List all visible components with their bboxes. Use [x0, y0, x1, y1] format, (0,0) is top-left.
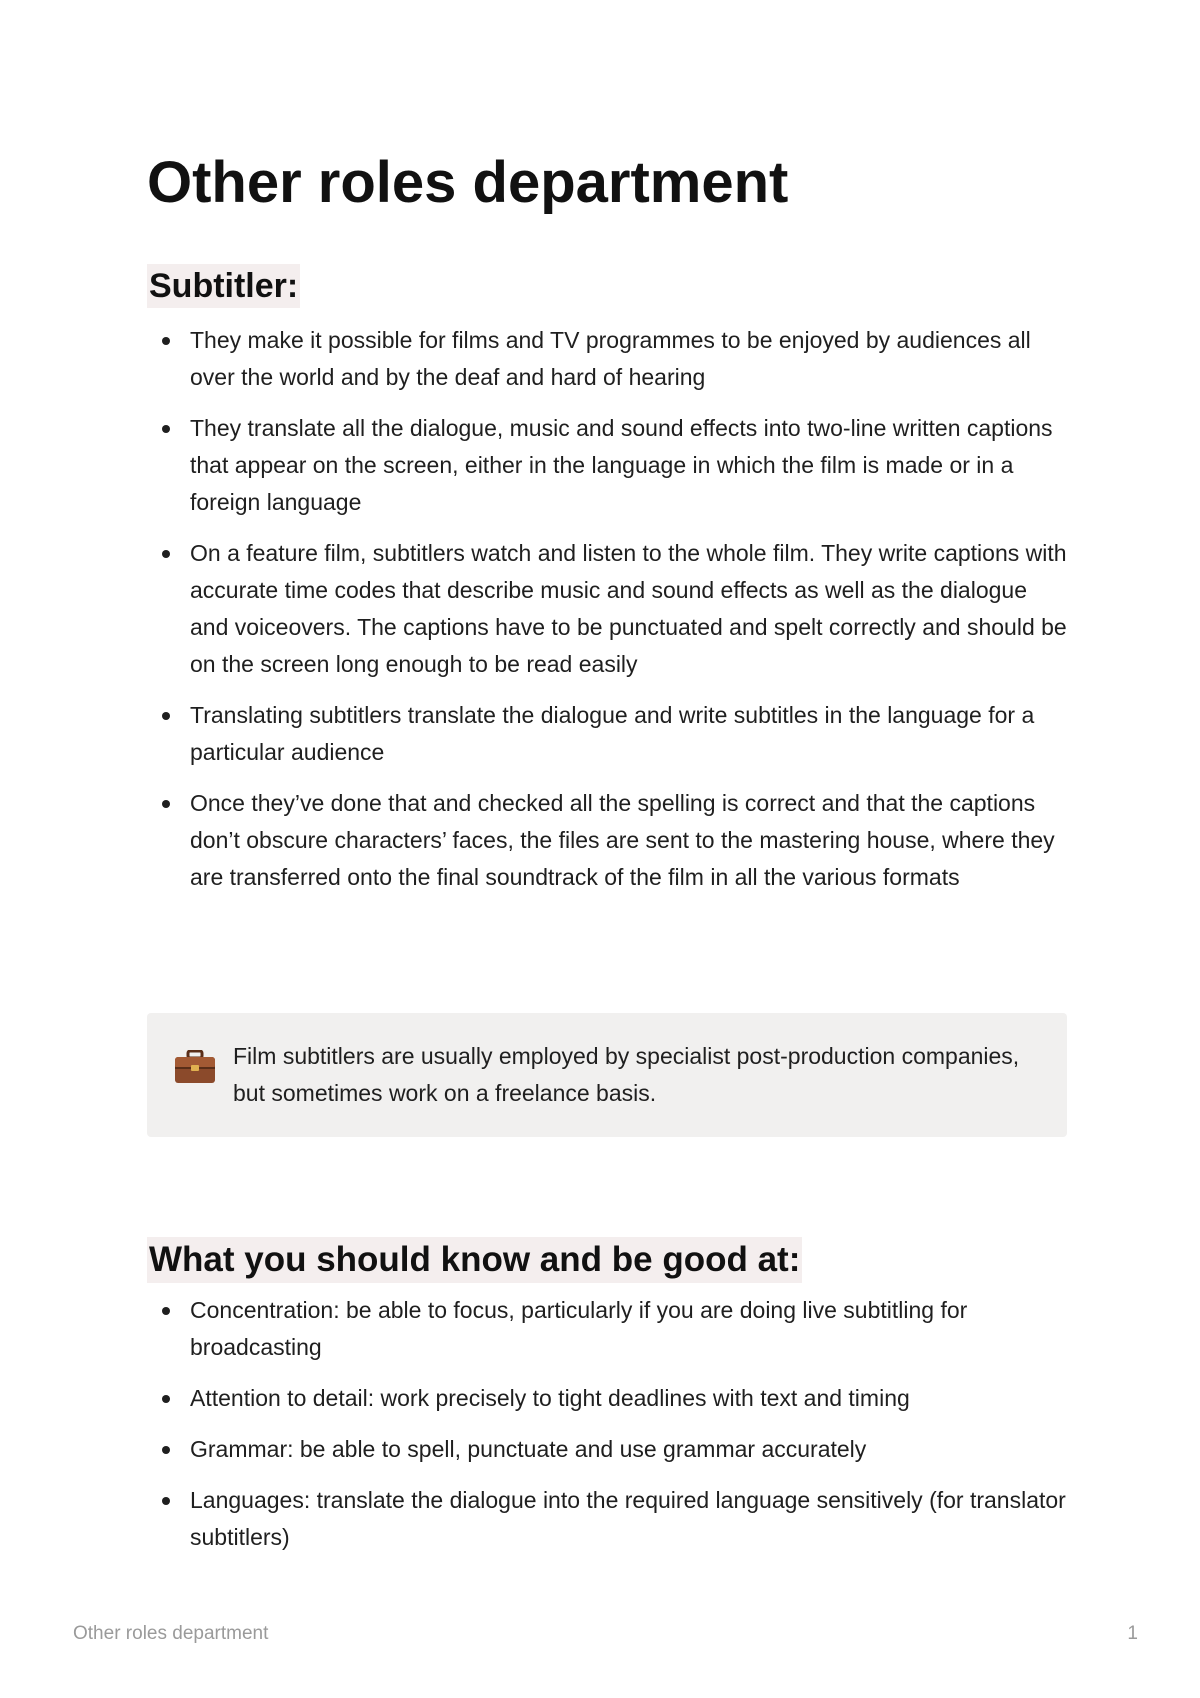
info-callout — [147, 1013, 1067, 1137]
list-item — [147, 535, 1067, 683]
bullet-dot-icon — [162, 712, 170, 720]
list-item — [147, 1380, 1067, 1417]
callout-text: Film subtitlers are usually employed by specialist post-production companies, but sometimes work on a freelance basis. — [233, 1043, 1020, 1106]
list-item-text: Once they’ve done that and checked all the spelling is correct and that the captions don’t obscure characters’ faces, the files are sent to the mastering house, where they are transferred onto the final soundtrack of the film in all the various formats — [190, 790, 1055, 890]
list-item — [147, 1482, 1067, 1556]
list-item-text: They make it possible for films and TV programmes to be enjoyed by audiences all over the world and by the deaf and hard of hearing — [190, 327, 1031, 390]
list-item — [147, 1292, 1067, 1366]
list-item — [147, 1431, 1067, 1468]
skills-bullet-list — [147, 1292, 1067, 1570]
bullet-dot-icon — [162, 550, 170, 558]
footer-page-number: 1 — [1127, 1623, 1138, 1644]
bullet-dot-icon — [162, 337, 170, 345]
bullet-dot-icon — [162, 1497, 170, 1505]
list-item-text: They translate all the dialogue, music and sound effects into two-line written captions that appear on the screen, either in the language in which the film is made or in a foreign language — [190, 415, 1053, 515]
page-title: Other roles department — [147, 150, 789, 215]
list-item — [147, 322, 1067, 396]
briefcase-icon — [174, 1050, 216, 1084]
subtitler-bullet-list — [147, 322, 1067, 910]
bullet-dot-icon — [162, 1446, 170, 1454]
list-item-text: On a feature film, subtitlers watch and listen to the whole film. They write captions with accurate time codes that describe music and sound effects as well as the dialogue and voiceovers. The captions have to be punctuated and spelt correctly and should be on the screen long enough to be read easily — [190, 540, 1067, 677]
bullet-dot-icon — [162, 425, 170, 433]
list-item — [147, 697, 1067, 771]
list-item-text: Concentration: be able to focus, particularly if you are doing live subtitling for broadcasting — [190, 1297, 968, 1360]
list-item-text: Languages: translate the dialogue into the required language sensitively (for translator subtitlers) — [190, 1487, 1066, 1550]
list-item-text: Attention to detail: work precisely to tight deadlines with text and timing — [190, 1385, 910, 1411]
footer-document-title: Other roles department — [73, 1623, 269, 1644]
section-heading-skills: What you should know and be good at: — [147, 1237, 802, 1283]
list-item-text: Grammar: be able to spell, punctuate and use grammar accurately — [190, 1436, 867, 1462]
section-heading-subtitler: Subtitler: — [147, 264, 300, 308]
list-item — [147, 410, 1067, 521]
list-item-text: Translating subtitlers translate the dialogue and write subtitles in the language for a particular audience — [190, 702, 1035, 765]
bullet-dot-icon — [162, 1395, 170, 1403]
list-item — [147, 785, 1067, 896]
bullet-dot-icon — [162, 1307, 170, 1315]
bullet-dot-icon — [162, 800, 170, 808]
